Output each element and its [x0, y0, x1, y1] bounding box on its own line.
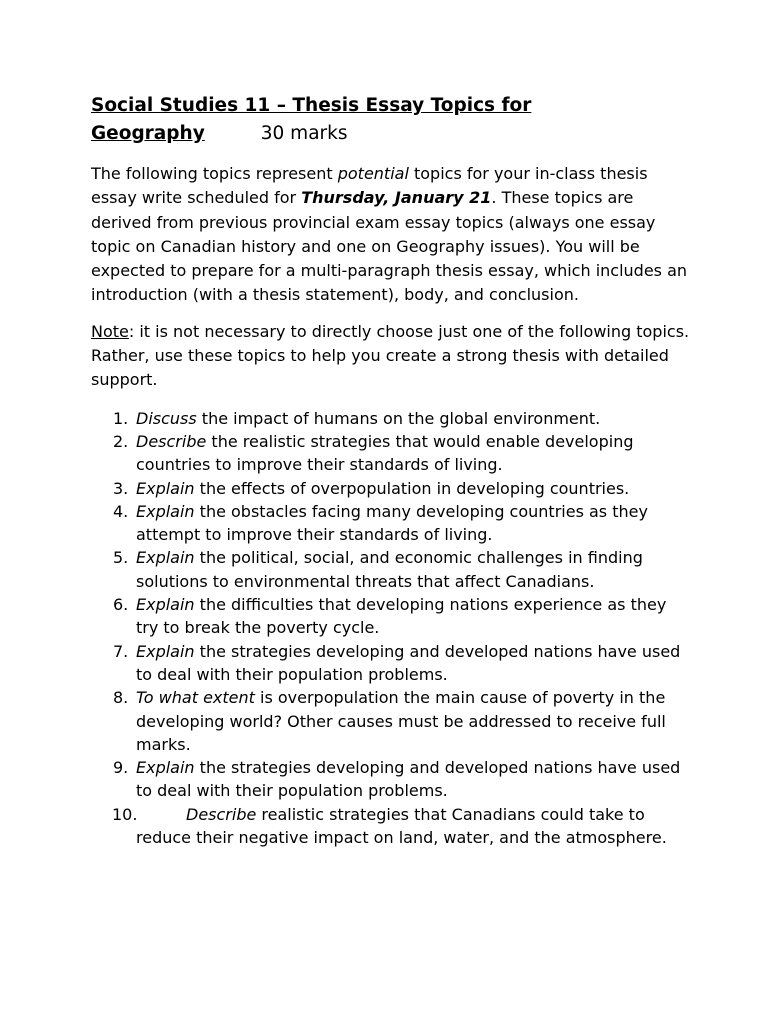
list-item-number: 6.: [113, 595, 129, 615]
list-item: [91, 500, 691, 547]
title-line-2: Geography: [91, 123, 205, 144]
list-item-verb: To what extent: [136, 688, 255, 708]
list-item-text: the realistic strategies that would enable developing countries to improve their standards of living.: [136, 431, 634, 475]
intro-text-2: topics for your in-class thesis essay write scheduled for: [91, 164, 648, 208]
list-item-number: 1.: [113, 408, 129, 428]
marks-label: 30 marks: [260, 123, 348, 144]
intro-text-1: The following topics represent: [91, 164, 338, 183]
list-item-number: 9.: [113, 758, 129, 778]
intro-text-3: . These topics are derived from previous provincial exam essay topics (always one essay topic on Canadian history and one on Geography issues). You will be expected to prepare for a multi-paragraph thesis essay, which includes an introduction (with a thesis statement), body, and conclusion.: [91, 188, 688, 305]
list-item: [91, 430, 691, 477]
list-item: [91, 756, 691, 803]
list-item-number: 7.: [113, 641, 129, 661]
list-item-text: the impact of humans on the global environment.: [196, 408, 601, 428]
list-item: [91, 640, 691, 687]
list-item: [91, 593, 691, 640]
note-label: Note: [91, 321, 129, 341]
list-item-verb: Explain: [136, 595, 195, 615]
list-item-number: 3.: [113, 478, 129, 498]
list-item-verb: Discuss: [136, 408, 197, 428]
list-item-verb: Describe: [136, 431, 207, 451]
document-page: [91, 92, 691, 849]
list-item-text: the difficulties that developing nations experience as they try to break the poverty cycle.: [136, 595, 667, 638]
list-item-text: the strategies developing and developed nations have used to deal with their population problems.: [136, 758, 681, 801]
list-item-verb: Explain: [136, 501, 195, 521]
document-title: [91, 92, 691, 148]
list-item-text: the effects of overpopulation in developing countries.: [194, 478, 630, 498]
list-item-verb: Explain: [136, 641, 195, 661]
list-item-number: 5.: [113, 548, 129, 568]
intro-paragraph: [91, 162, 691, 308]
list-item: [91, 803, 691, 850]
list-item: [91, 477, 691, 500]
list-item-verb: Explain: [136, 478, 195, 498]
list-item-verb: Explain: [136, 758, 195, 778]
intro-emphasis: potential: [337, 164, 409, 183]
list-item-text: is overpopulation the main cause of poverty in the developing world? Other causes must be addressed to receive full marks.: [136, 688, 666, 754]
list-item-number: 8.: [113, 688, 129, 708]
list-item-verb: Describe: [186, 804, 257, 824]
list-item-number: 4.: [113, 501, 129, 521]
essay-date: Thursday, January 21: [301, 188, 492, 208]
list-item-number: 10.: [112, 804, 138, 824]
list-item: [91, 407, 691, 430]
topics-list: [91, 407, 691, 850]
note-text: : it is not necessary to directly choose just one of the following topics. Rather, use these topics to help you create a strong thesis with detailed support.: [91, 321, 690, 390]
title-line-1: Social Studies 11 – Thesis Essay Topics for: [91, 95, 532, 116]
note-paragraph: [91, 320, 691, 393]
list-item-text: the obstacles facing many developing countries as they attempt to improve their standards of living.: [136, 501, 648, 545]
list-item-text: the political, social, and economic challenges in finding solutions to environmental threats that affect Canadians.: [136, 548, 643, 591]
list-item: [91, 546, 691, 593]
list-item-verb: Explain: [136, 548, 195, 568]
list-item-text: realistic strategies that Canadians could take to reduce their negative impact on land, water, and the atmosphere.: [136, 804, 667, 848]
list-item: [91, 686, 691, 756]
list-item-number: 2.: [113, 431, 129, 451]
list-item-text: the strategies developing and developed nations have used to deal with their population problems.: [136, 641, 681, 684]
